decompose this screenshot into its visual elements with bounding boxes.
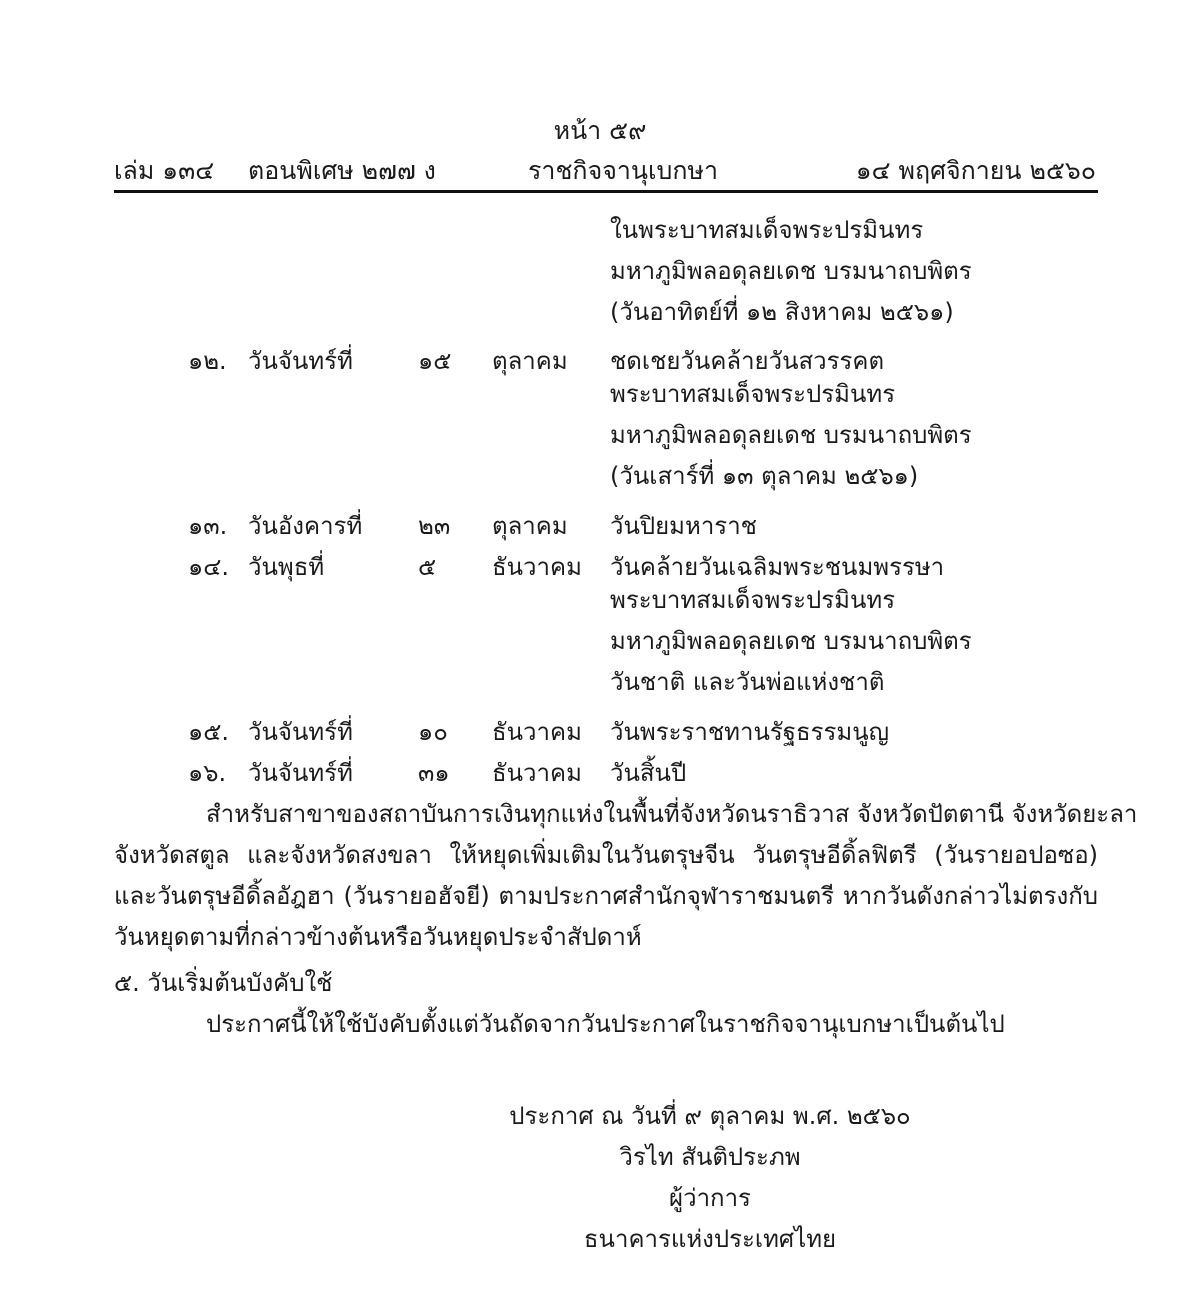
announcement-date: ประกาศ ณ วันที่ ๙ ตุลาคม พ.ศ. ๒๕๖๐	[509, 1102, 911, 1130]
holiday-weekday: วันอังคารที่	[248, 512, 363, 540]
signatory-organization: ธนาคารแห่งประเทศไทย	[583, 1225, 837, 1253]
header-rule	[114, 190, 1098, 193]
section-body: ประกาศนี้ให้ใช้บังคับตั้งแต่วันถัดจากวันประกาศในราชกิจจานุเบกษาเป็นต้นไป	[206, 1010, 1005, 1038]
holiday-date: ๑๕	[418, 347, 452, 375]
holiday-month: ตุลาคม	[492, 347, 568, 375]
holiday-number: ๑๓.	[188, 512, 228, 540]
holiday-description: วันคล้ายวันเฉลิมพระชนมพรรษา	[610, 553, 945, 581]
publication-name: ราชกิจจานุเบกษา	[528, 156, 719, 185]
holiday-description: พระบาทสมเด็จพระปรมินทร	[610, 380, 896, 408]
holiday-description: วันสิ้นปี	[610, 759, 687, 787]
holiday-number: ๑๕.	[188, 718, 230, 746]
holiday-description: (วันเสาร์ที่ ๑๓ ตุลาคม ๒๕๖๑)	[610, 462, 919, 490]
holiday-month: ธันวาคม	[492, 759, 582, 787]
holiday-date: ๕	[418, 553, 437, 581]
paragraph-line: สำหรับสาขาของสถาบันการเงินทุกแห่งในพื้นที่จังหวัดนราธิวาส จังหวัดปัตตานี จังหวัดยะลา	[206, 800, 1138, 828]
signatory-name: วิรไท สันติประภพ	[619, 1143, 801, 1171]
signatory-title: ผู้ว่าการ	[669, 1184, 751, 1212]
holiday-number: ๑๒.	[188, 347, 227, 375]
section-label: ตอนพิเศษ ๒๗๗ ง	[248, 156, 436, 185]
publication-date: ๑๔ พฤศจิกายน ๒๕๖๐	[855, 156, 1096, 185]
holiday-description: วันพระราชทานรัฐธรรมนูญ	[610, 718, 890, 746]
section-heading: ๕. วันเริ่มต้นบังคับใช้	[114, 969, 333, 997]
continued-line: ในพระบาทสมเด็จพระปรมินทร	[610, 216, 924, 244]
holiday-description: วันปิยมหาราช	[610, 512, 757, 540]
paragraph-line: จังหวัดสตูล และจังหวัดสงขลา ให้หยุดเพิ่มเติมในวันตรุษจีน วันตรุษอีดิ้ลฟิตรี (วันรายอปอซอ)	[114, 841, 1098, 869]
holiday-description: พระบาทสมเด็จพระปรมินทร	[610, 586, 896, 614]
holiday-date: ๒๓	[418, 512, 451, 540]
holiday-month: ธันวาคม	[492, 718, 582, 746]
holiday-description: มหาภูมิพลอดุลยเดช บรมนาถบพิตร	[610, 421, 972, 449]
page-number: หน้า ๕๙	[553, 116, 647, 145]
paragraph-line: วันหยุดตามที่กล่าวข้างต้นหรือวันหยุดประจำสัปดาห์	[114, 923, 642, 951]
holiday-date: ๓๑	[418, 759, 450, 787]
continued-line: (วันอาทิตย์ที่ ๑๒ สิงหาคม ๒๕๖๑)	[610, 298, 954, 326]
holiday-weekday: วันจันทร์ที่	[248, 759, 353, 787]
holiday-number: ๑๖.	[188, 759, 227, 787]
continued-line: มหาภูมิพลอดุลยเดช บรมนาถบพิตร	[610, 257, 972, 285]
holiday-date: ๑๐	[418, 718, 448, 746]
holiday-month: ตุลาคม	[492, 512, 568, 540]
note-paragraph	[114, 794, 1138, 954]
holiday-weekday: วันพุธที่	[248, 553, 325, 581]
holiday-description: มหาภูมิพลอดุลยเดช บรมนาถบพิตร	[610, 627, 972, 655]
holiday-number: ๑๔.	[188, 553, 230, 581]
paragraph-line: และวันตรุษอีดิ้ลอัฎฮา (วันรายอฮัจยี) ตามประกาศสำนักจุฬาราชมนตรี หากวันดังกล่าวไม่ตรงกับ	[114, 882, 1098, 910]
holiday-weekday: วันจันทร์ที่	[248, 347, 353, 375]
volume-label: เล่ม ๑๓๔	[114, 156, 215, 185]
holiday-description: วันชาติ และวันพ่อแห่งชาติ	[610, 668, 885, 696]
holiday-description: ชดเชยวันคล้ายวันสวรรคต	[610, 347, 885, 375]
holiday-month: ธันวาคม	[492, 553, 582, 581]
holiday-weekday: วันจันทร์ที่	[248, 718, 353, 746]
